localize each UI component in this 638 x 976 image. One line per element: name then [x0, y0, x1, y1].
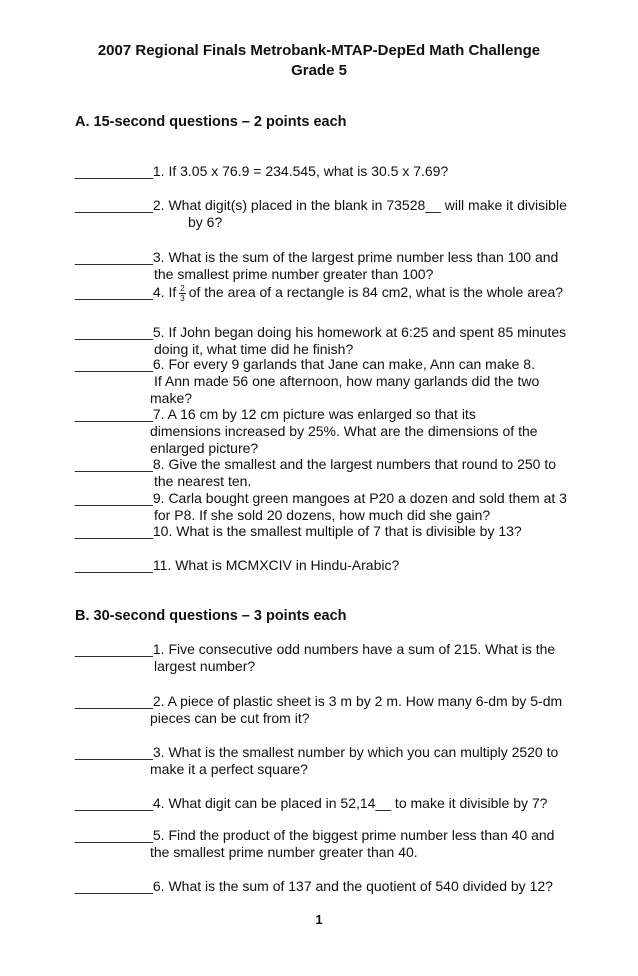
question-a3	[75, 249, 558, 266]
answer-blank: __________	[75, 878, 153, 894]
answer-blank: __________	[75, 456, 153, 472]
answer-blank: __________	[75, 827, 153, 843]
question-text: of the area of a rectangle is 84 cm2, what is the whole area?	[188, 284, 564, 301]
question-text: 6. For every 9 garlands that Jane can make, Ann can make 8.	[152, 356, 535, 372]
answer-blank: __________	[75, 490, 153, 506]
question-b2-cont: pieces can be cut from it?	[150, 710, 310, 726]
question-text: 4. If	[152, 284, 177, 301]
question-a8	[75, 456, 556, 473]
section-a-heading: A. 15-second questions – 2 points each	[75, 114, 347, 130]
question-b2	[75, 693, 562, 710]
question-text: 2. A piece of plastic sheet is 3 m by 2 m. How many 6-dm by 5-dm	[152, 693, 563, 709]
question-b3-cont: make it a perfect square?	[150, 761, 308, 777]
answer-blank: __________	[75, 356, 153, 372]
answer-blank: __________	[75, 744, 153, 760]
answer-blank: __________	[75, 557, 153, 573]
question-text: 3. What is the sum of the largest prime number less than 100 and	[152, 249, 559, 265]
answer-blank: __________	[75, 795, 153, 811]
question-a6	[75, 356, 535, 373]
question-text: 8. Give the smallest and the largest numbers that round to 250 to	[152, 456, 556, 472]
fraction-two-thirds	[179, 284, 185, 303]
question-a10	[75, 523, 522, 540]
grade-label: Grade 5	[291, 62, 347, 79]
question-text: 7. A 16 cm by 12 cm picture was enlarged so that its	[152, 406, 476, 422]
question-a7-cont: dimensions increased by 25%. What are the dimensions of the	[150, 423, 538, 439]
document-title: 2007 Regional Finals Metrobank-MTAP-DepEd Math Challenge	[97, 42, 541, 59]
answer-blank: __________	[75, 693, 153, 709]
answer-blank: __________	[75, 197, 153, 213]
answer-blank: __________	[75, 324, 153, 340]
question-a1	[75, 163, 448, 180]
question-b6	[75, 878, 553, 895]
question-text: 10. What is the smallest multiple of 7 that is divisible by 13?	[152, 523, 522, 539]
question-a7-cont2: enlarged picture?	[150, 440, 259, 456]
fraction-numerator: 2	[180, 284, 185, 293]
answer-blank: __________	[75, 284, 153, 301]
question-text: 1. Five consecutive odd numbers have a sum of 215. What is the	[152, 641, 556, 657]
section-b-heading: B. 30-second questions – 3 points each	[75, 608, 347, 624]
question-b1	[75, 641, 555, 658]
question-text: 4. What digit can be placed in 52,14__ to make it divisible by 7?	[152, 795, 548, 811]
answer-blank: __________	[75, 249, 153, 265]
answer-blank: __________	[75, 641, 153, 657]
question-a8-cont: the nearest ten.	[154, 473, 252, 489]
question-a9	[75, 490, 567, 507]
question-text: 9. Carla bought green mangoes at P20 a dozen and sold them at 3	[152, 490, 567, 506]
question-a5	[75, 324, 566, 341]
question-a5-cont: doing it, what time did he finish?	[154, 341, 354, 357]
question-b5-cont: the smallest prime number greater than 40.	[150, 844, 418, 860]
page-number: 1	[315, 912, 323, 927]
question-text: 6. What is the sum of 137 and the quotient of 540 divided by 12?	[152, 878, 553, 894]
question-b4	[75, 795, 547, 812]
question-text: 5. If John began doing his homework at 6:25 and spent 85 minutes	[152, 324, 567, 340]
question-b3	[75, 744, 558, 761]
question-a6-cont: If Ann made 56 one afternoon, how many garlands did the two	[154, 373, 540, 389]
answer-blank: __________	[75, 406, 153, 422]
question-a6-cont2: make?	[150, 390, 193, 406]
question-a4	[75, 284, 563, 303]
question-b1-cont: largest number?	[154, 658, 256, 674]
question-text: 11. What is MCMXCIV in Hindu-Arabic?	[152, 557, 400, 573]
question-text: 1. If 3.05 x 76.9 = 234.545, what is 30.5 x 7.69?	[152, 163, 449, 179]
question-a7	[75, 406, 476, 423]
question-a3-cont: the smallest prime number greater than 100?	[154, 266, 434, 282]
question-a11	[75, 557, 399, 574]
question-text: 3. What is the smallest number by which you can multiply 2520 to	[152, 744, 559, 760]
question-a2	[75, 197, 567, 214]
question-text: 5. Find the product of the biggest prime number less than 40 and	[152, 827, 555, 843]
question-a2-cont: by 6?	[188, 214, 223, 230]
question-text: 2. What digit(s) placed in the blank in 73528__ will make it divisible	[152, 197, 567, 213]
answer-blank: __________	[75, 523, 153, 539]
question-b5	[75, 827, 554, 844]
answer-blank: __________	[75, 163, 153, 179]
question-a9-cont: for P8. If she sold 20 dozens, how much did she gain?	[154, 507, 491, 523]
fraction-denominator: 3	[180, 294, 185, 303]
